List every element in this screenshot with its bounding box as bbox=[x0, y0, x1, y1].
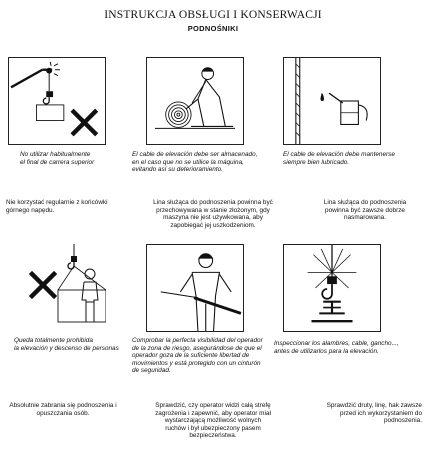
caption-es: de seguridad. bbox=[132, 367, 171, 375]
caption-pl: nasmarowana. bbox=[344, 214, 386, 222]
caption-es: evitando así su deterioramiento. bbox=[132, 166, 223, 174]
caption-es: antes de utilizarlos para la elevación. bbox=[274, 347, 379, 355]
prohibited-upper-limit-icon bbox=[8, 57, 106, 145]
caption-pl: opuszczania osób. bbox=[36, 409, 90, 417]
caption-es: Inspeccionar los alambres, cable, gancho..., bbox=[274, 340, 399, 347]
caption-es: siempre bien lubricado. bbox=[283, 158, 350, 166]
caption-es: el final de carrera superior bbox=[20, 158, 95, 166]
caption-es: movimientos y está protegido con un cinturón bbox=[132, 359, 261, 367]
caption-es: de la zona de riesgo, asegurándose de que el bbox=[132, 344, 262, 352]
caption-es: Comprobar la perfecta visibilidad del operador bbox=[132, 337, 263, 344]
caption-pl: Lina służąca do podnoszenia bbox=[323, 199, 407, 206]
caption-es: en el caso que no se utilice la máquina, bbox=[132, 158, 244, 166]
caption-pl: wystarczającą możliwość wolnych bbox=[164, 417, 262, 425]
caption-pl: ruchów i był ubezpieczony pasem bbox=[165, 424, 261, 432]
caption-es: No utilizar habitualmente bbox=[20, 151, 91, 158]
caption-es: El cable de elevación debe ser almacenado, bbox=[132, 151, 258, 158]
caption-pl: przed ich wykorzystaniem do bbox=[339, 409, 422, 417]
caption-es: operador goza de la suficiente libertad de bbox=[132, 352, 250, 360]
caption-pl: Absolutnie zabrania się podnoszenia i bbox=[9, 402, 117, 409]
caption-pl: zapobiegać jej uszkodzeniom. bbox=[170, 221, 256, 229]
caption-es: Queda totalmente prohibida bbox=[14, 337, 93, 344]
caption-es: El cable de elevación debe mantenerse bbox=[283, 151, 395, 158]
caption-pl: Sprawdzić druty, linę, hak zawsze bbox=[326, 402, 422, 409]
caption-pl: przechowywana w stanie złożonym, gdy bbox=[156, 206, 270, 214]
caption-pl: Sprawdzić, czy operator widzi całą strefę bbox=[155, 402, 271, 409]
page-subtitle: PODNOŚNIKI bbox=[187, 24, 239, 33]
caption-pl: podnoszenia. bbox=[383, 417, 422, 425]
caption-pl: powinna być zawsze dobrze bbox=[325, 206, 405, 214]
caption-pl: maszyna nie jest używkowana, aby bbox=[163, 214, 263, 222]
caption-pl: górnego napędu. bbox=[6, 206, 55, 214]
caption-pl: Nie korzystać regularnie z końcówki bbox=[6, 199, 108, 206]
caption-pl: bezpieczeństwa. bbox=[189, 432, 237, 440]
no-lifting-persons-icon bbox=[8, 244, 106, 332]
cable-storage-icon bbox=[146, 57, 244, 145]
caption-es: la elevación y descenso de personas bbox=[14, 344, 119, 352]
inspect-hook-icon bbox=[283, 244, 381, 332]
caption-pl: Lina służąca do podnoszenia powinna być bbox=[153, 199, 273, 206]
page-title: INSTRUKCJA OBSŁUGI I KONSERWACJI bbox=[104, 9, 322, 21]
operator-safety-belt-icon bbox=[146, 244, 244, 332]
cable-lubrication-icon bbox=[283, 57, 381, 145]
caption-pl: zagrożenia i zapewnić, aby operator miał bbox=[155, 409, 271, 417]
